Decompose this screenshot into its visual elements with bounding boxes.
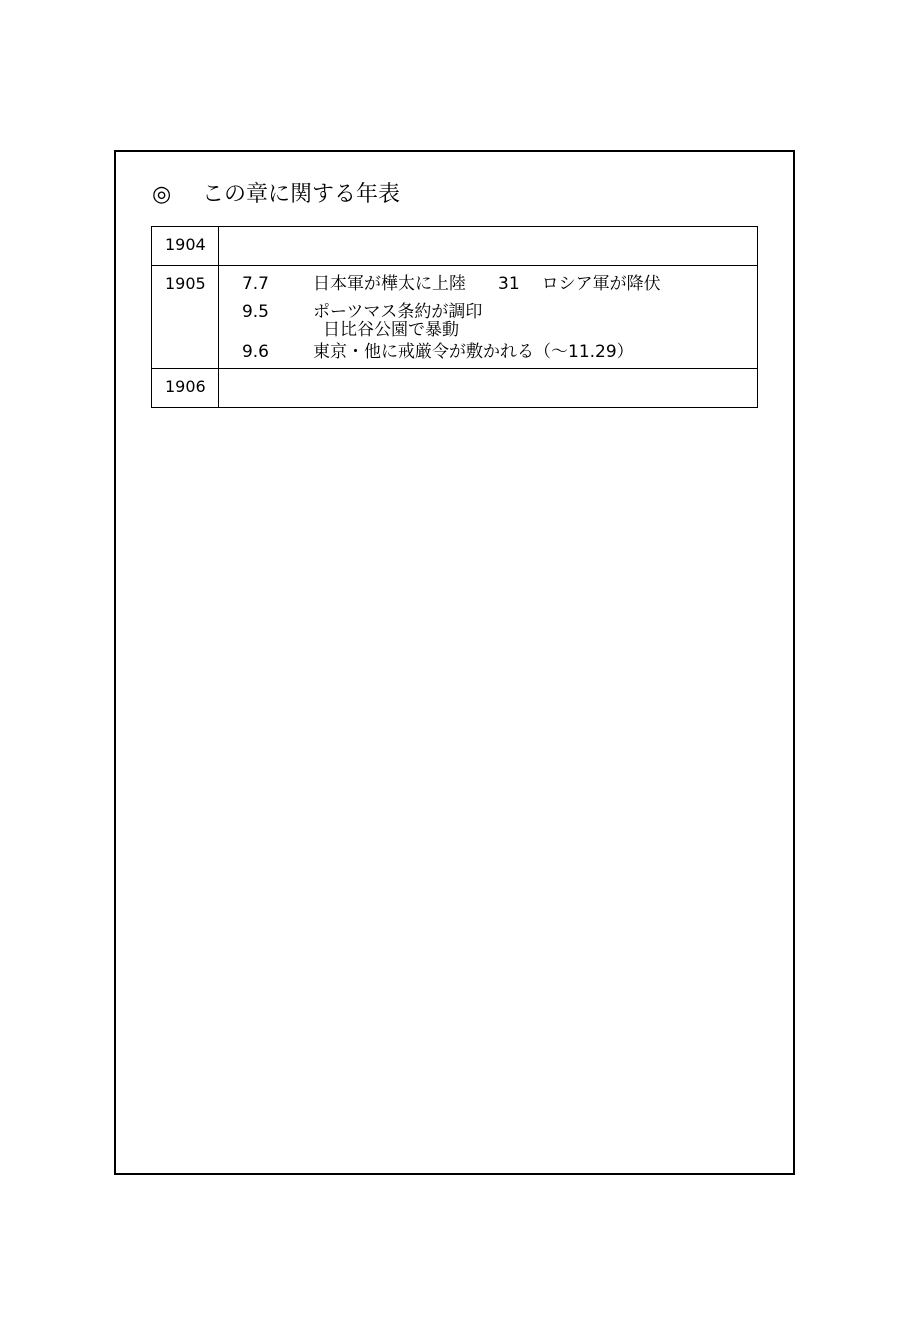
event-text: ポーツマス条約が調印 <box>313 302 483 322</box>
event-item <box>219 302 757 322</box>
event-date: 9.5 <box>241 302 269 322</box>
table-row <box>152 266 758 369</box>
event-text: 日本軍が樺太に上陸 <box>313 274 466 294</box>
events-cell <box>219 369 758 408</box>
event-text: 東京・他に戒厳令が敷かれる（～11.29） <box>313 342 634 362</box>
table-row <box>152 227 758 266</box>
double-circle-icon: ◎ <box>152 182 172 207</box>
event-subtext: 日比谷公園で暴動 <box>323 320 459 340</box>
event-item <box>219 274 757 294</box>
events-cell <box>219 227 758 266</box>
event-item <box>219 342 757 362</box>
year-cell: 1905 <box>152 266 219 369</box>
chronology-heading <box>152 180 400 210</box>
table-row <box>152 369 758 408</box>
event-date: 31 <box>498 274 520 294</box>
chronology-table <box>151 226 758 408</box>
events-cell <box>219 266 758 369</box>
event-date: 7.7 <box>241 274 269 294</box>
event-text: ロシア軍が降伏 <box>541 274 661 294</box>
year-cell: 1906 <box>152 369 219 408</box>
heading-title: この章に関する年表 <box>202 182 401 207</box>
year-cell: 1904 <box>152 227 219 266</box>
event-date: 9.6 <box>241 342 269 362</box>
